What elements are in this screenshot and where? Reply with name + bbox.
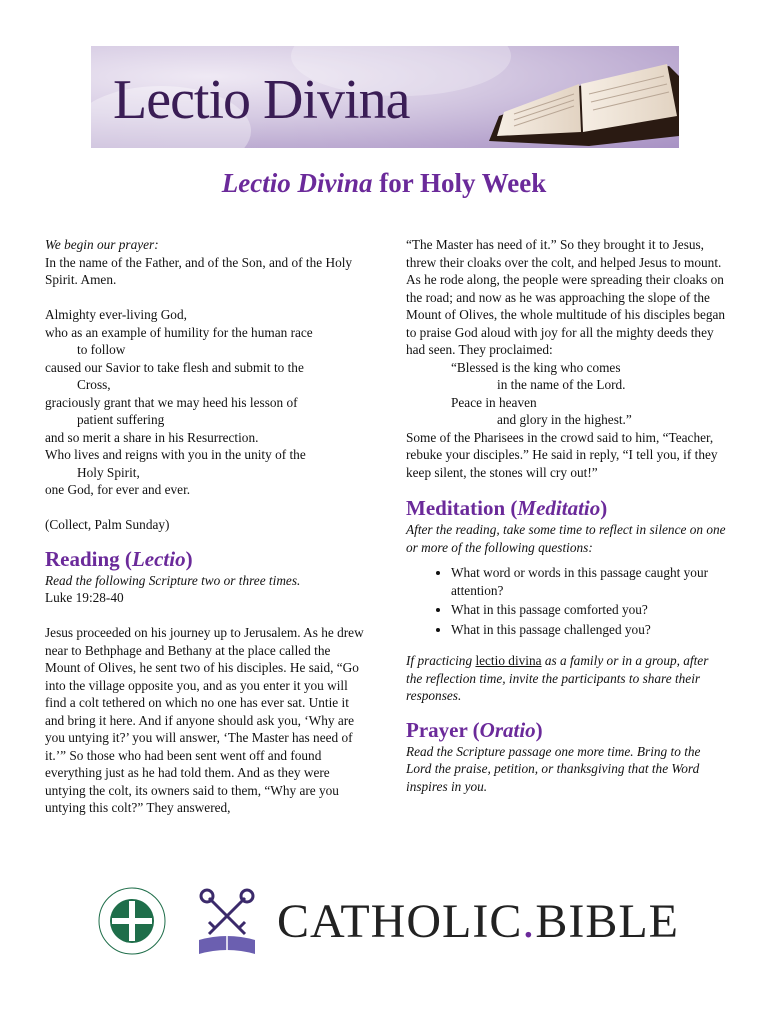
- prayer-line: and so merit a share in his Resurrection.: [45, 429, 259, 445]
- prayer-line: who as an example of humility for the human race: [45, 324, 313, 340]
- question-item: • What word or words in this passage caught your attention?: [451, 564, 726, 599]
- opening-prayer: [45, 306, 365, 499]
- banner-title: Lectio Divina: [113, 69, 410, 131]
- reading-instructions: Read the following Scripture two or three times.: [45, 572, 301, 588]
- verse-line: in the name of the Lord.: [497, 377, 626, 392]
- prayer-line: Cross,: [77, 377, 111, 392]
- verse-line: “Blessed is the king who comes: [451, 359, 621, 375]
- prayer-line: Who lives and reigns with you in the unity of the: [45, 447, 306, 462]
- proclamation-verse: [406, 359, 726, 429]
- open-bible-icon: [479, 46, 679, 148]
- scripture-ending: Some of the Pharisees in the crowd said to him, “Teacher, rebuke your disciples.” He said in reply, “I tell you, if they keep silent, the stones will cry out!”: [406, 429, 718, 480]
- prayer-line: one God, for ever and ever.: [45, 482, 191, 497]
- right-column: [406, 236, 726, 795]
- left-column: [45, 236, 365, 817]
- collect-note: (Collect, Palm Sunday): [45, 517, 170, 532]
- scripture-text: Jesus proceeded on his journey up to Jerusalem. As he drew near to Bethphage and Bethany at the place called the Mount of Olives, he sent two of his disciples. He said, “Go into the village opposite you, and as you enter it you will find a colt tethered on which no one has ever sat. Untie it and bring it here. And if anyone should ask you, ‘Why are you untying it?’ you will answer, ‘The Master has need of it.’” So those who had been sent went off and found everything just as he had told them. And as they were untying the colt, its owners said to them, “Why are you untying this colt?” They answered,: [45, 625, 364, 815]
- page-title: [0, 168, 768, 199]
- scripture-continued: “The Master has need of it.” So they brought it to Jesus, threw their cloaks over the colt, and helped Jesus to mount. As he rode along, the people were spreading their cloaks on the road; and now as he was approaching the slope of the Mount of Olives, the whole multitude of his disciples began to praise God aloud with joy for all the mighty deeds they had seen. They proclaimed:: [406, 237, 726, 357]
- prayer-line: to follow: [77, 342, 126, 357]
- intro-label: We begin our prayer:: [45, 237, 159, 252]
- reflection-questions: [406, 564, 726, 638]
- prayer-line: caused our Savior to take flesh and submit to the: [45, 359, 304, 375]
- catholic-bible-logo: CATHOLIC.BIBLE: [277, 895, 679, 948]
- scripture-reference: Luke 19:28-40: [45, 590, 124, 605]
- prayer-line: Almighty ever-living God,: [45, 307, 187, 322]
- meditation-instructions: After the reading, take some time to reflect in silence on one or more of the following questions:: [406, 522, 726, 555]
- page-title-italic: Lectio Divina: [221, 168, 373, 198]
- crossed-keys-book-icon: [195, 888, 259, 958]
- question-item: • What in this passage comforted you?: [451, 601, 726, 619]
- page-title-rest: for Holy Week: [372, 168, 547, 198]
- prayer-line: graciously grant that we may heed his lesson of: [45, 394, 298, 410]
- footer-logos: [45, 866, 723, 976]
- verse-line: and glory in the highest.”: [497, 412, 632, 427]
- prayer-heading: Prayer (Oratio): [406, 717, 543, 742]
- reading-heading: Reading (Lectio): [45, 546, 193, 571]
- prayer-instructions: Read the Scripture passage one more time. Bring to the Lord the praise, petition, or thanksgiving that the Word inspires in you.: [406, 743, 701, 794]
- intro-text: In the name of the Father, and of the Son, and of the Holy Spirit. Amen.: [45, 254, 353, 287]
- meditation-heading: Meditation (Meditatio): [406, 496, 608, 520]
- verse-line: Peace in heaven: [451, 394, 537, 410]
- usccb-seal-icon: [97, 886, 167, 956]
- group-note: If practicing lectio divina as a family or in a group, after the reflection time, invite the participants to share their responses.: [406, 653, 709, 703]
- prayer-line: Holy Spirit,: [77, 464, 140, 480]
- header-banner: [91, 46, 679, 148]
- question-item: • What in this passage challenged you?: [451, 621, 726, 639]
- prayer-line: patient suffering: [77, 412, 165, 427]
